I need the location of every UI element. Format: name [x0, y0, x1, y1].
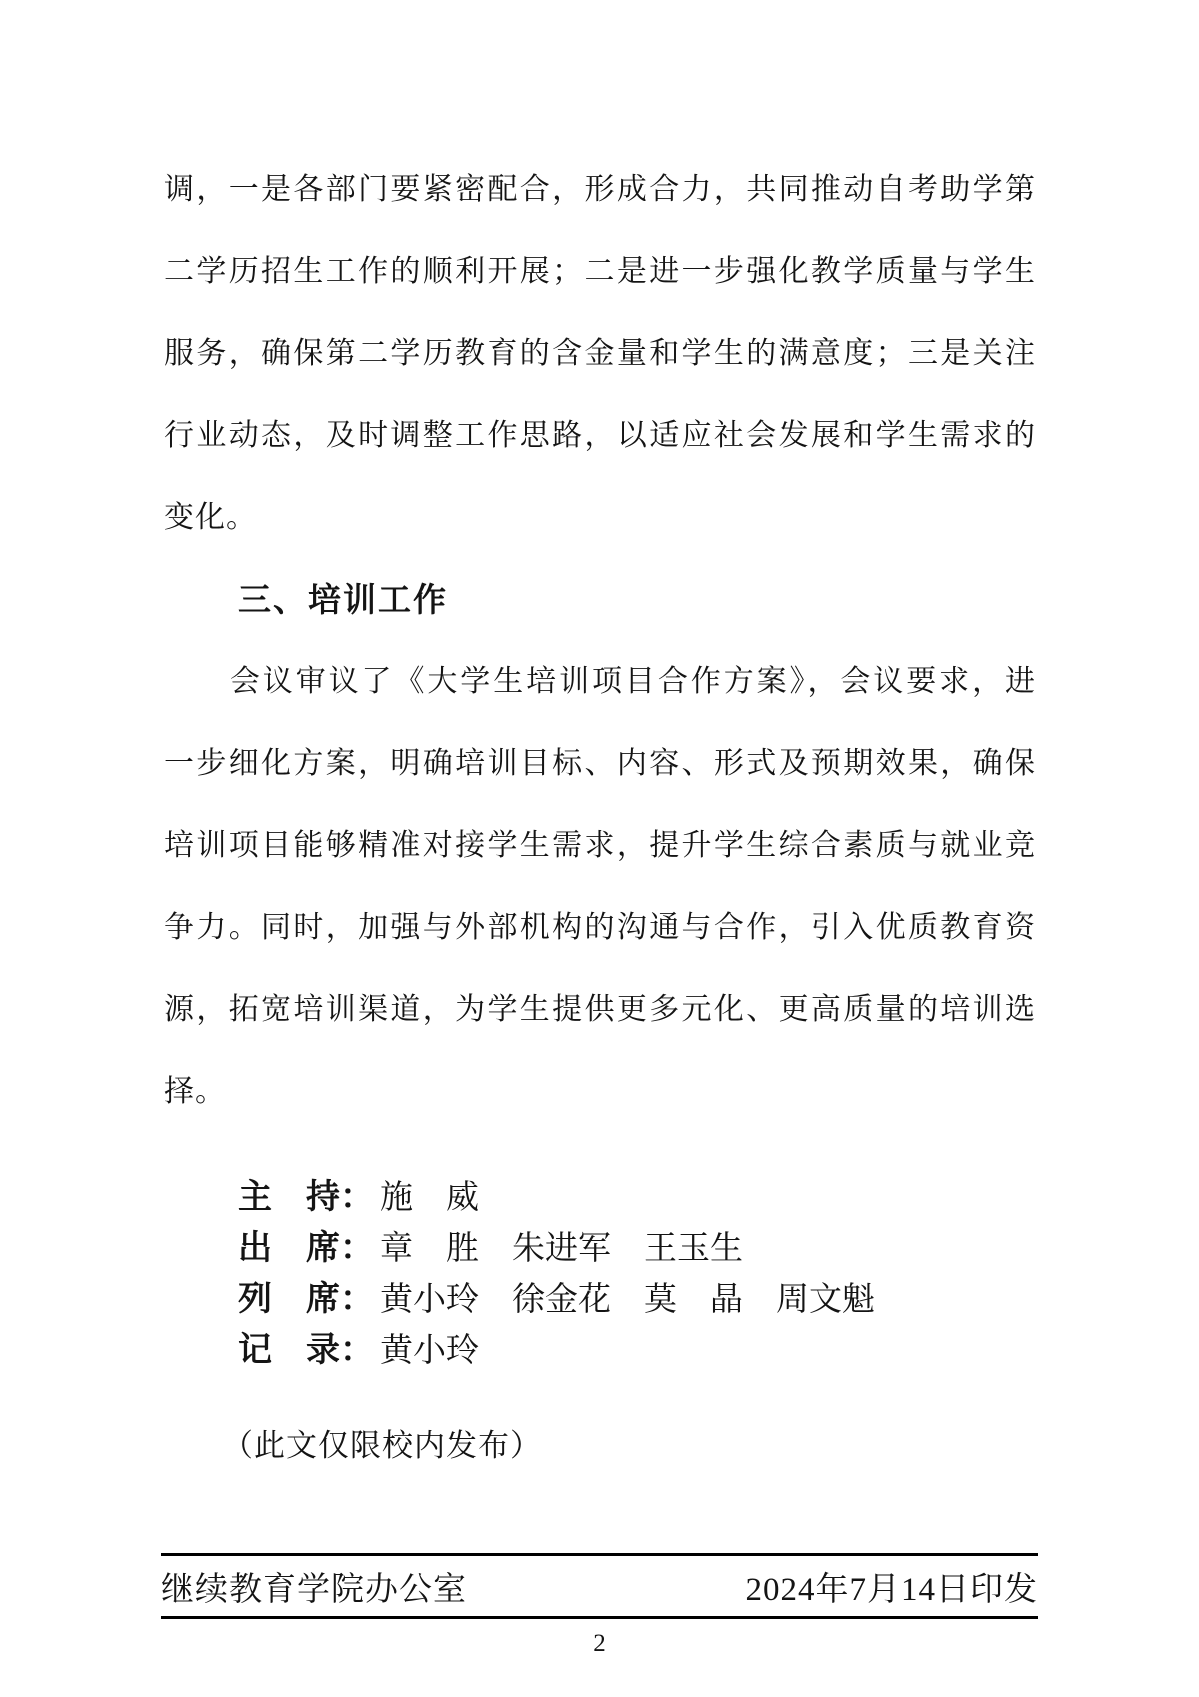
attendance-names: 章 胜 朱进军 王玉生: [380, 1231, 743, 1267]
attendance-names: 施 威: [380, 1180, 479, 1216]
distribution-note: （此文仅限校内发布）: [222, 1428, 542, 1463]
section-heading: 三、培训工作: [238, 581, 448, 618]
attendance-label: 记 录：: [238, 1331, 374, 1369]
attendance-row-present: [164, 1223, 1036, 1274]
page-number: 2: [593, 1630, 606, 1657]
body-line: 变化。: [164, 501, 257, 534]
footer-rule-bottom: [161, 1616, 1038, 1619]
attendance-block: [164, 1172, 1036, 1376]
footer-office: 继续教育学院办公室: [161, 1571, 467, 1608]
body-line: 源，拓宽培训渠道，为学生提供更多元化、更高质量的培训选: [164, 993, 1036, 1026]
attendance-names: 黄小玲 徐金花 莫 晶 周文魁: [380, 1282, 875, 1318]
footer-print-date: 2024年7月14日印发: [745, 1571, 1038, 1608]
body-line: 择。: [164, 1075, 226, 1108]
document-body: [164, 149, 1036, 1133]
footer-row: [161, 1556, 1038, 1616]
attendance-label: 出 席：: [238, 1229, 374, 1267]
attendance-row-host: [164, 1172, 1036, 1223]
body-line: 二学历招生工作的顺利开展；二是进一步强化教学质量与学生: [164, 255, 1036, 288]
body-line: 服务，确保第二学历教育的含金量和学生的满意度；三是关注: [164, 337, 1036, 370]
attendance-label: 列 席：: [238, 1280, 374, 1318]
attendance-row-recorder: [164, 1325, 1036, 1376]
attendance-row-observers: [164, 1274, 1036, 1325]
body-line: 行业动态，及时调整工作思路，以适应社会发展和学生需求的: [164, 419, 1036, 452]
body-line: 培训项目能够精准对接学生需求，提升学生综合素质与就业竞: [164, 829, 1036, 862]
body-line: 会议审议了《大学生培训项目合作方案》，会议要求，进: [164, 665, 1036, 698]
body-line: 一步细化方案，明确培训目标、内容、形式及预期效果，确保: [164, 747, 1036, 780]
body-line: 争力。同时，加强与外部机构的沟通与合作，引入优质教育资: [164, 911, 1036, 944]
attendance-label: 主 持：: [238, 1178, 374, 1216]
body-line: 调，一是各部门要紧密配合，形成合力，共同推动自考助学第: [164, 173, 1036, 206]
attendance-names: 黄小玲: [380, 1333, 479, 1369]
